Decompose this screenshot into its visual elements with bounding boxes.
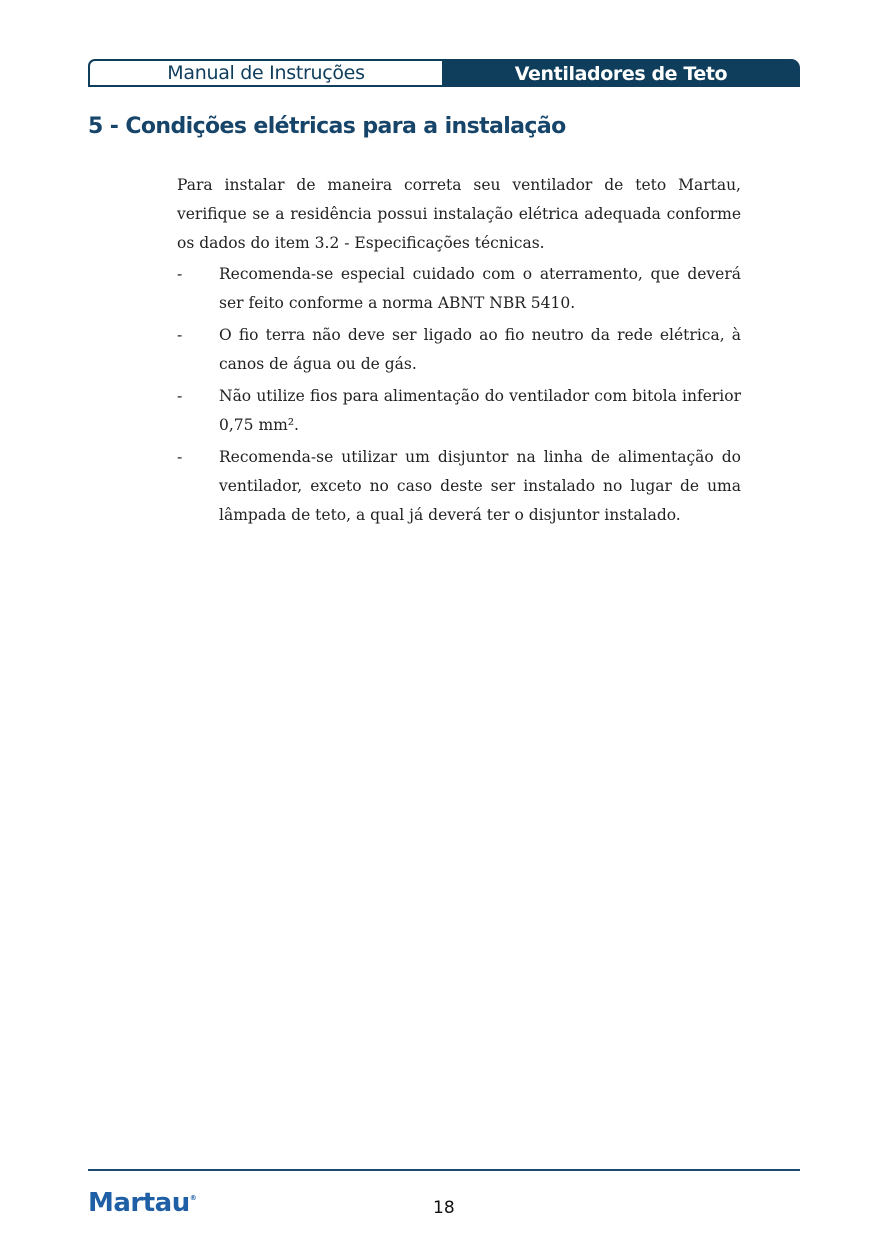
- bullet-dash: -: [177, 265, 183, 283]
- logo-text: Martau: [88, 1188, 190, 1218]
- list-item-text: Recomenda-se especial cuidado com o aterramento, que deverá ser feito conforme a norma ABNT NBR 5410.: [219, 265, 741, 312]
- registered-mark: ®: [189, 1194, 197, 1202]
- header-manual-label: Manual de Instruções: [88, 59, 442, 87]
- intro-paragraph: Para instalar de maneira correta seu ventilador de teto Martau, verifique se a residência possui instalação elétrica adequada conforme os dados do item 3.2 - Especificações técnicas.: [177, 176, 741, 252]
- list-item: [177, 260, 741, 318]
- list-item: [177, 382, 741, 440]
- section-body: [177, 171, 741, 533]
- list-item: [177, 321, 741, 379]
- list-item-text: O fio terra não deve ser ligado ao fio neutro da rede elétrica, à canos de água ou de gás.: [219, 326, 741, 373]
- bullet-dash: -: [177, 448, 183, 466]
- bullet-dash: -: [177, 387, 183, 405]
- header-product-label: Ventiladores de Teto: [442, 59, 800, 87]
- footer-divider: [88, 1169, 800, 1171]
- page-number: 18: [433, 1198, 455, 1218]
- bullet-dash: -: [177, 326, 183, 344]
- page-header: [88, 59, 800, 87]
- section-title: 5 - Condições elétricas para a instalação: [88, 114, 566, 139]
- list-item-text: Não utilize fios para alimentação do ventilador com bitola inferior 0,75 mm².: [219, 387, 741, 434]
- list-item-text: Recomenda-se utilizar um disjuntor na linha de alimentação do ventilador, exceto no caso deste ser instalado no lugar de uma lâmpada de teto, a qual já deverá ter o disjuntor instalado.: [219, 448, 741, 524]
- martau-logo: [88, 1188, 196, 1218]
- list-item: [177, 443, 741, 530]
